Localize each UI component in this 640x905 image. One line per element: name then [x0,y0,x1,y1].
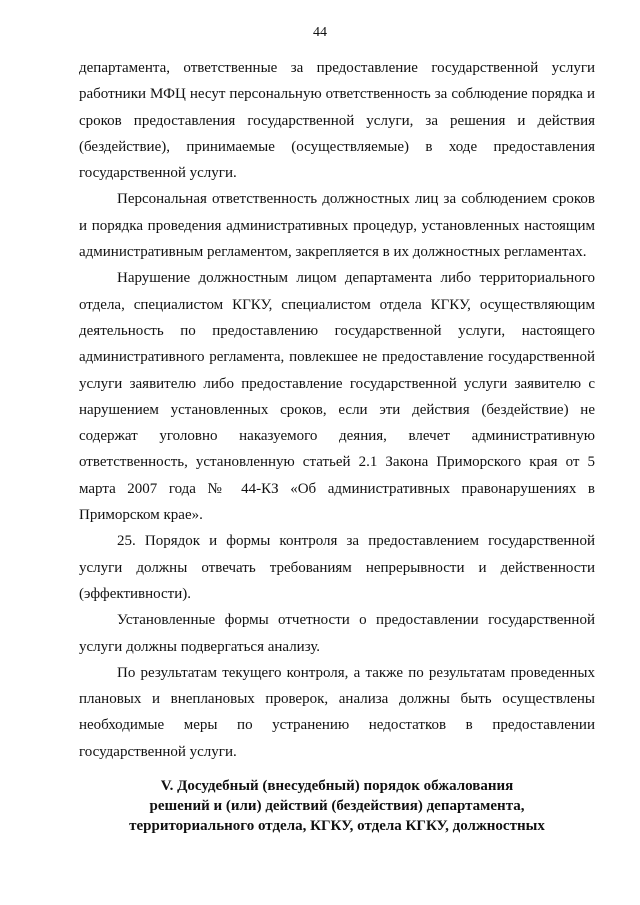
paragraph-control-procedure: 25. Порядок и формы контроля за предоставлением государственной услуги должны отвечать требованиям непрерывности и действенности (эффективности). [79,533,595,602]
paragraph-reporting-forms: Установленные формы отчетности о предоставлении государственной услуги должны подвергаться анализу. [79,612,595,655]
section-heading-line-2: решений и (или) действий (бездействия) департамента, [149,798,525,814]
paragraph-violation-liability: Нарушение должностным лицом департамента либо территориального отдела, специалистом КГКУ, специалистом отдела КГКУ, осуществляющим деятельность по предоставлению государственной услуги, настоящего административного регламента, повлекшее не предоставление государственной услуги заявителю либо предоставление государственной услуги заявителю с нарушением установленных сроков, если эти действия (бездействие) не содержат уголовно наказуемого деяния, влечет административную ответственность, установленную статьей 2.1 Закона Приморского края от 5 марта 2007 года № 44-КЗ «Об административных правонарушениях в Приморском крае». [79,270,595,524]
section-heading [79,776,595,836]
paragraph-continuation: департамента, ответственные за предоставление государственной услуги работники МФЦ несут персональную ответственность за соблюдение порядка и сроков предоставления государственной услуги, за решения и действия (бездействие), принимаемые (осуществляемые) в ходе предоставления государственной услуги. [79,60,595,182]
section-heading-line-3: территориального отдела, КГКУ, отдела КГКУ, должностных [129,818,545,834]
document-body [79,55,595,765]
paragraph-personal-responsibility: Персональная ответственность должностных лиц за соблюдением сроков и порядка проведения административных процедур, установленных настоящим административным регламентом, закрепляется в их должностных регламентах. [79,191,595,261]
paragraph-control-results: По результатам текущего контроля, а также по результатам проведенных плановых и внеплановых проверок, анализа должны быть осуществлены необходимые меры по устранению недостатков в предоставлении государственной услуги. [79,664,595,760]
page-number: 44 [313,25,327,40]
section-heading-line-1: V. Досудебный (внесудебный) порядок обжалования [160,778,514,794]
